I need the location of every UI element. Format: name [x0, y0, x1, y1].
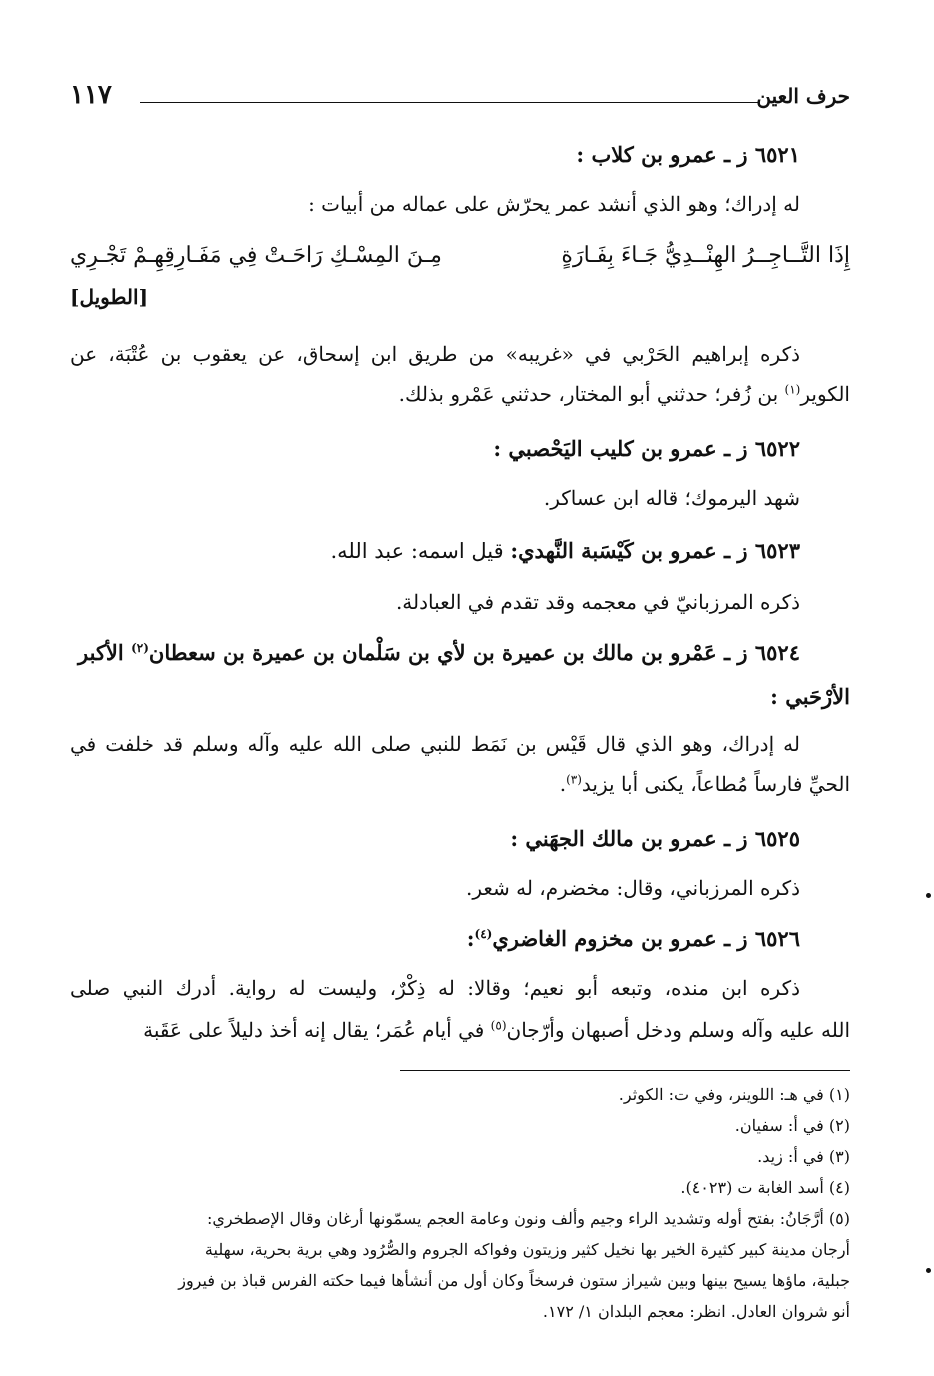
footnote-2: (٢) في أ: سفيان.: [734, 1116, 850, 1135]
scan-margin-mark: [926, 893, 931, 898]
entry-body-6524-line2: [70, 772, 850, 796]
verse-first-half: إِذَا التَّــاجِــرُ الهِنْــدِيُّ جَـاءَ بِفَـارَةٍ: [561, 243, 850, 268]
text-segment: الله عليه وآله وسلم ودخل أصبهان وأرّجان: [506, 1018, 850, 1042]
footnote-separator: [400, 1070, 850, 1071]
entry-heading-6525: ٦٥٢٥ ز ـ عمرو بن مالك الجهَني :: [510, 826, 800, 851]
entry-body-6526-line1: ذكره ابن منده، وتبعه أبو نعيم؛ وقالا: له ذِكْرٌ، وليست له رواية. أدرك النبي صلى: [70, 976, 800, 1000]
entry-heading-6524-cont: الأرْحَبي :: [770, 684, 850, 709]
entry-body-6522: شهد اليرموك؛ قاله ابن عساكر.: [543, 486, 800, 510]
entry-body-6524-line1: له إدراك، وهو الذي قال قَيْس بن نَمَط للنبي صلى الله عليه وآله وسلم قد خلفت في: [70, 732, 800, 756]
entry-source-6521-line2: [70, 382, 850, 406]
footnote-ref-1[interactable]: (١): [784, 382, 801, 397]
footnote-1: (١) في هـ: اللوينر، وفي ت: الكوثر.: [618, 1085, 850, 1104]
poem-meter: [الطويل]: [70, 285, 149, 309]
page-number: ١١٧: [70, 80, 112, 110]
entry-heading-6524: [78, 640, 800, 665]
heading-label: ٦٥٢٣ ز ـ عمرو بن كَيْسَبة النَّهدي:: [510, 538, 800, 563]
heading-remark: قيل اسمه: عبد الله.: [330, 539, 511, 563]
chapter-title: حرف العين: [756, 84, 850, 108]
entry-source-6521-line1: ذكره إبراهيم الحَرْبي في «غريبه» من طريق ابن إسحاق، عن يعقوب بن عُتْبَة، عن: [70, 342, 800, 366]
heading-label-end: الأكبر: [78, 640, 132, 665]
entry-body-6521: له إدراك؛ وهو الذي أنشد عمر يحرّش على عماله من أبيات :: [308, 192, 800, 216]
entry-heading-6522: ٦٥٢٢ ز ـ عمرو بن كليب اليَحْصبي :: [493, 436, 800, 461]
verse-second-half: مِـنَ المِسْـكِ رَاحَـتْ فِي مَفَـارِقِهِـمْ تَجْـرِي: [70, 243, 442, 268]
entry-body-6525: ذكره المرزباني، وقال: مخضرم، له شعر.: [465, 876, 800, 900]
header-rule: [140, 102, 758, 103]
footnote-5-line3: جبلية، ماؤها يسيح بينها وبين شيراز ستون فرسخاً وكان أول من أنشأها فيما حكته الفرس قباذ بن فيروز: [178, 1271, 850, 1290]
entry-heading-6526: [467, 926, 800, 951]
entry-body-6523: ذكره المرزبانيّ في معجمه وقد تقدم في العبادلة.: [395, 590, 800, 614]
footnote-ref-2[interactable]: (٢): [131, 641, 149, 655]
entry-heading-6521: ٦٥٢١ ز ـ عمرو بن كلاب :: [576, 142, 800, 167]
entry-heading-6523: [330, 538, 800, 563]
heading-label-end: :: [466, 926, 475, 951]
book-page: [70, 80, 850, 1350]
text-segment: الحيِّ فارساً مُطاعاً، يكنى أبا يزيد: [581, 772, 850, 796]
heading-label: ٦٥٢٤ ز ـ عَمْرو بن مالك بن عميرة بن لأي بن سَلْمان بن عميرة بن سعطان: [148, 640, 800, 665]
entry-body-6526-line2: [70, 1018, 850, 1042]
text-segment: .: [559, 772, 567, 796]
footnote-ref-4[interactable]: (٤): [474, 927, 493, 941]
text-segment: بن زُفر؛ حدثني أبو المختار، حدثني عَمْرو بذلك.: [398, 382, 785, 406]
scan-margin-mark: [926, 1268, 931, 1273]
page-header: [70, 80, 850, 120]
text-segment: في أيام عُمَر؛ يقال إنه أخذ دليلاً على عَقَبة: [143, 1018, 491, 1042]
poem-verse: [70, 243, 850, 283]
footnote-4: (٤) أسد الغابة ت (٤٠٢٣).: [680, 1178, 850, 1197]
footnote-5-line2: أرجان مدينة كبير كثيرة الخير بها نخيل كثير وزيتون وفواكه الجروم والصُّرُود وهي برية بحرية، سهلية: [204, 1240, 850, 1259]
text-segment: الكوير: [800, 382, 850, 406]
footnote-5-line4: أنو شروان العادل. انظر: معجم البلدان ١/ ١٧٢.: [542, 1302, 850, 1321]
footnote-ref-3[interactable]: (٣): [566, 772, 582, 787]
footnote-3: (٣) في أ: زيد.: [757, 1147, 850, 1166]
footnote-5-line1: (٥) أرَّجَانُ: بفتح أوله وتشديد الراء وجيم وألف ونون وعامة العجم يسمّونها أرغان وقال الإصطخري:: [206, 1209, 850, 1228]
footnote-ref-5[interactable]: (٥): [490, 1018, 507, 1033]
heading-label: ٦٥٢٦ ز ـ عمرو بن مخزوم الغاضري: [492, 926, 800, 951]
